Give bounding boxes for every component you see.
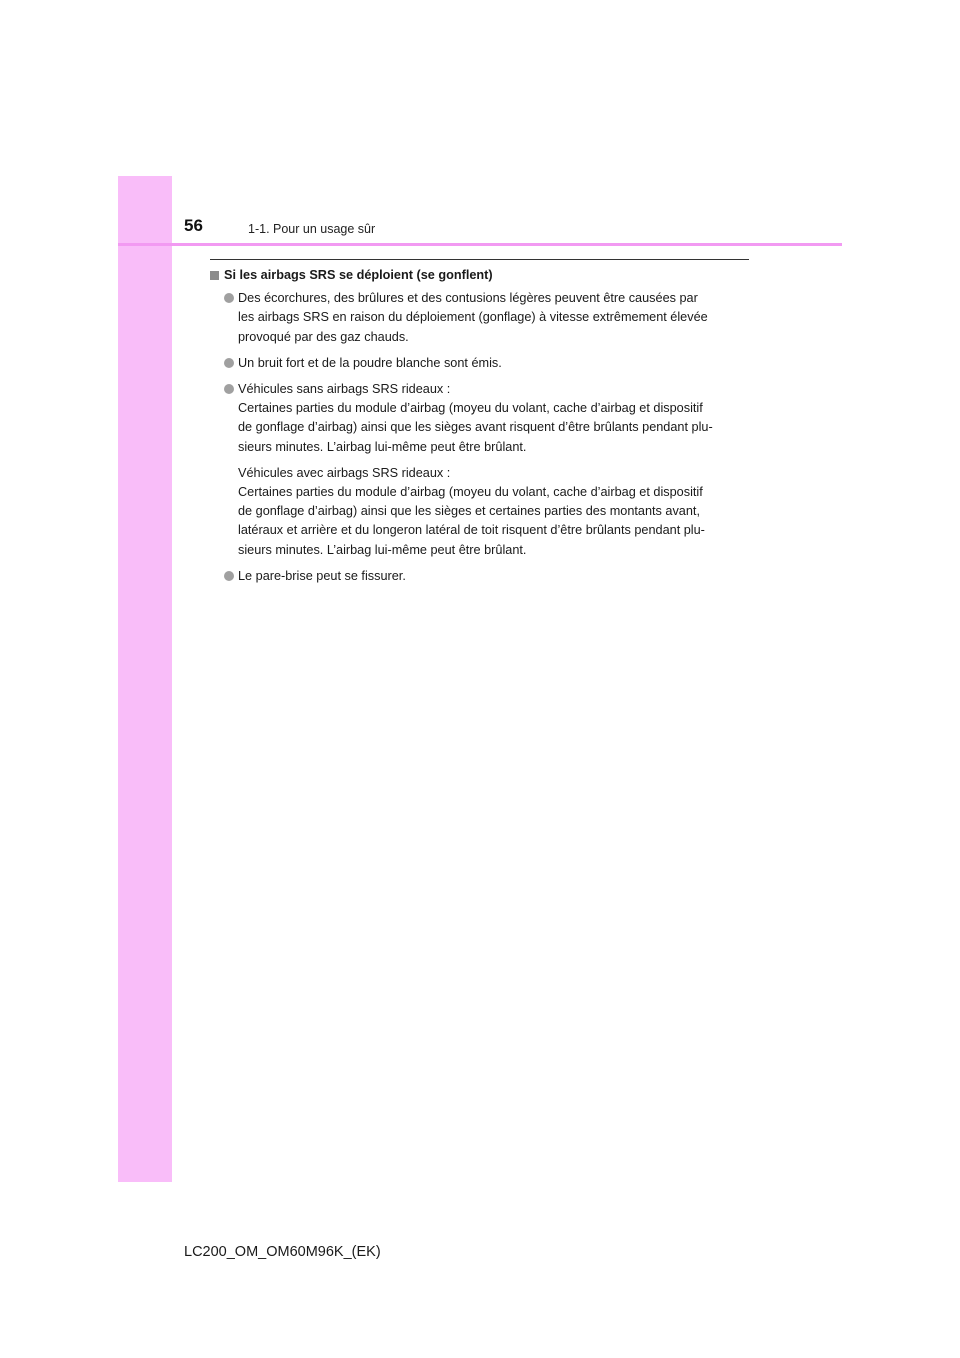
list-item (210, 354, 749, 373)
circle-bullet-icon (224, 384, 234, 394)
circle-bullet-icon (224, 293, 234, 303)
footer-doc-code: LC200_OM_OM60M96K_(EK) (184, 1244, 381, 1260)
text-line: Un bruit fort et de la poudre blanche sont émis. (238, 355, 502, 370)
circle-bullet-icon (224, 358, 234, 368)
text-line: de gonflage d’airbag) ainsi que les sièges avant risquent d’être brûlants pendant plu- (238, 420, 713, 435)
content-rule (210, 259, 749, 260)
text-line: sieurs minutes. L’airbag lui-même peut être brûlant. (238, 542, 527, 557)
content-area (210, 266, 749, 593)
list-item (210, 567, 749, 586)
text-line: sieurs minutes. L’airbag lui-même peut être brûlant. (238, 439, 527, 454)
text-line: Véhicules sans airbags SRS rideaux : (238, 382, 451, 397)
square-bullet-icon (210, 271, 219, 280)
continuation-paragraph (210, 464, 749, 560)
text-line: Certaines parties du module d’airbag (moyeu du volant, cache d’airbag et dispositif (238, 401, 703, 416)
heading-text: Si les airbags SRS se déploient (se gonflent) (224, 268, 493, 282)
list-item (210, 289, 749, 347)
section-title: 1-1. Pour un usage sûr (248, 222, 376, 236)
text-line: les airbags SRS en raison du déploiement (gonflage) à vitesse extrêmement élevée (238, 310, 708, 325)
heading (210, 266, 749, 285)
text-line: Des écorchures, des brûlures et des contusions légères peuvent être causées par (238, 291, 698, 306)
circle-bullet-icon (224, 571, 234, 581)
header-divider (118, 243, 842, 246)
text-line: Certaines parties du module d’airbag (moyeu du volant, cache d’airbag et dispositif (238, 485, 703, 500)
text-line: provoqué par des gaz chauds. (238, 329, 409, 344)
text-line: latéraux et arrière et du longeron latéral de toit risquent d’être brûlants pendant plu- (238, 523, 705, 538)
list-item (210, 380, 749, 457)
text-line: Véhicules avec airbags SRS rideaux : (238, 465, 451, 480)
page-number: 56 (184, 216, 203, 235)
side-color-band (118, 176, 172, 1182)
text-line: Le pare-brise peut se fissurer. (238, 568, 406, 583)
text-line: de gonflage d’airbag) ainsi que les sièges et certaines parties des montants avant, (238, 504, 700, 519)
